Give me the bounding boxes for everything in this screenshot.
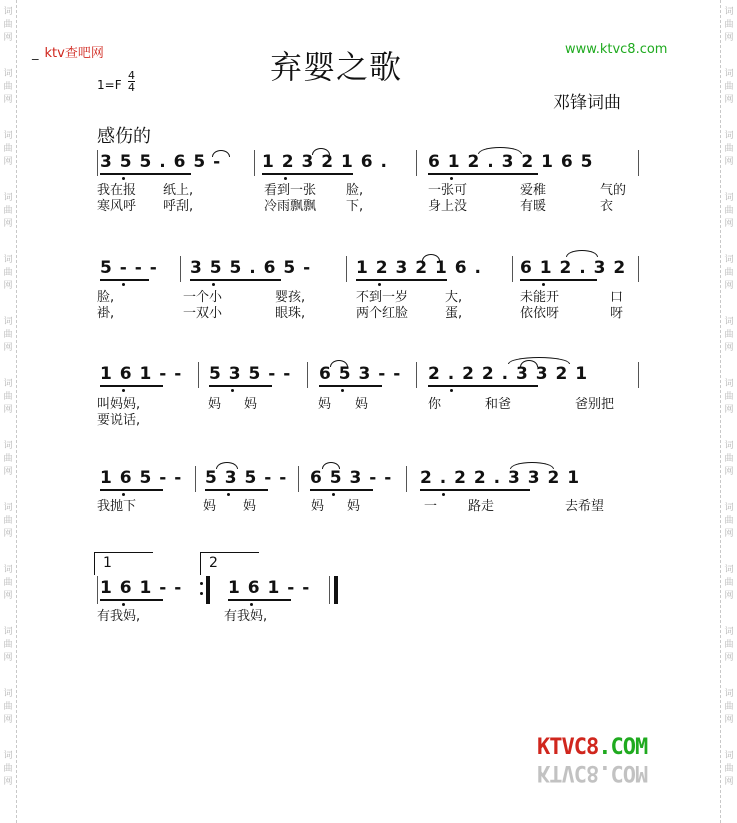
octave-dot: [122, 493, 125, 496]
barline: [638, 256, 639, 282]
side-watermark-char: 网: [3, 343, 13, 353]
lyric-line2: 两个红脸: [356, 306, 409, 321]
octave-dot: [450, 177, 453, 180]
side-watermark-char: 词: [724, 627, 734, 637]
side-watermark-char: 网: [3, 529, 13, 539]
volta-2: [200, 552, 259, 575]
side-watermark-char: 网: [724, 591, 734, 601]
measure-notes: 1 6 1 - -: [100, 364, 183, 384]
octave-dot: [122, 603, 125, 606]
measure-notes: 5 3 5 - -: [205, 468, 288, 488]
side-watermark-char: 词: [3, 503, 13, 513]
side-watermark-char: 曲: [724, 206, 734, 216]
side-watermark-char: 词: [724, 131, 734, 141]
side-watermark-char: 词: [724, 441, 734, 451]
lyric-line1: 有我妈,: [224, 609, 268, 624]
volta-1-label: 1: [103, 555, 112, 571]
side-watermark-char: 曲: [724, 454, 734, 464]
lyric-line1: 一: [424, 499, 438, 514]
lyric-line1: 大,: [445, 290, 463, 305]
side-watermark-char: 词: [3, 317, 13, 327]
side-watermark-char: 网: [724, 157, 734, 167]
barline: [198, 362, 199, 388]
lyric-line1: 纸上,: [163, 183, 194, 198]
barline: [638, 150, 639, 176]
side-watermark-char: 词: [3, 193, 13, 203]
side-watermark-char: 网: [3, 467, 13, 477]
beam-underline: [209, 385, 272, 387]
octave-dot: [231, 389, 234, 392]
lyric-line1: 我在报: [97, 183, 137, 198]
slur-tie: [508, 357, 570, 364]
side-watermark-char: 网: [3, 157, 13, 167]
side-watermark-char: 词: [724, 565, 734, 575]
side-watermark-char: 曲: [3, 702, 13, 712]
side-watermark-char: 网: [724, 95, 734, 105]
lyric-line1: 未能开: [520, 290, 560, 305]
lyric-line2: 身上没: [428, 199, 468, 214]
side-watermark-char: 曲: [3, 764, 13, 774]
side-watermark-char: 曲: [3, 516, 13, 526]
beam-underline: [100, 599, 163, 601]
side-watermark-char: 网: [3, 777, 13, 787]
measure-notes: 2 . 2 2 . 3 3 2 1: [428, 364, 589, 384]
octave-dot: [250, 603, 253, 606]
octave-dot: [227, 493, 230, 496]
octave-dot: [122, 177, 125, 180]
octave-dot: [332, 493, 335, 496]
octave-dot: [122, 389, 125, 392]
lyric-line2: 有暖: [520, 199, 547, 214]
barline: [97, 150, 98, 176]
side-watermark-char: 词: [724, 317, 734, 327]
slur-tie: [422, 254, 440, 261]
barline: [416, 362, 417, 388]
site-name[interactable]: _ ktv查吧网: [32, 46, 104, 61]
side-watermark-char: 曲: [724, 640, 734, 650]
slur-tie: [566, 250, 598, 257]
lyric-line2: 褂,: [97, 306, 115, 321]
side-watermark-char: 网: [724, 281, 734, 291]
side-watermark-char: 词: [3, 255, 13, 265]
site-url[interactable]: www.ktvc8.com: [565, 42, 668, 57]
side-watermark-char: 词: [724, 193, 734, 203]
beam-underline: [356, 279, 447, 281]
octave-dot: [378, 283, 381, 286]
lyric-line1: 看到一张: [264, 183, 317, 198]
side-watermark-char: 曲: [3, 268, 13, 278]
side-watermark-char: 网: [724, 343, 734, 353]
key-signature: 1=F: [97, 78, 122, 92]
right-watermark-column: [720, 0, 737, 823]
side-watermark-char: 网: [724, 33, 734, 43]
side-watermark-char: 词: [724, 69, 734, 79]
lyric-line2: 蛋,: [445, 306, 463, 321]
side-watermark-char: 曲: [724, 702, 734, 712]
beam-underline: [262, 173, 353, 175]
side-watermark-char: 曲: [724, 516, 734, 526]
side-watermark-char: 词: [3, 441, 13, 451]
side-watermark-char: 曲: [3, 20, 13, 30]
lyric-line2: 一双小: [183, 306, 223, 321]
beam-underline: [428, 385, 538, 387]
barline: [638, 362, 639, 388]
lyric-line1: 一个小: [183, 290, 223, 305]
lyric-line2: 衣: [600, 199, 614, 214]
side-watermark-char: 词: [3, 379, 13, 389]
octave-dot: [122, 283, 125, 286]
side-watermark-char: 网: [3, 95, 13, 105]
lyric-line1: 和爸: [485, 397, 512, 412]
side-watermark-char: 网: [3, 281, 13, 291]
volta-1: [94, 552, 153, 575]
beam-underline: [190, 279, 281, 281]
repeat-dot: [200, 592, 203, 595]
measure-notes: 6 5 3 - -: [310, 468, 393, 488]
octave-dot: [442, 493, 445, 496]
beam-underline: [228, 599, 291, 601]
lyric-line1: 叫妈妈,: [97, 397, 141, 412]
lyric-line2: 要说话,: [97, 413, 141, 428]
lyric-line2: 寒风呼: [97, 199, 137, 214]
side-watermark-char: 网: [3, 653, 13, 663]
side-watermark-char: 网: [3, 715, 13, 725]
side-watermark-char: 网: [724, 467, 734, 477]
side-watermark-char: 曲: [724, 578, 734, 588]
beam-underline: [100, 489, 163, 491]
barline: [329, 576, 330, 604]
beam-underline: [100, 385, 163, 387]
slur-tie: [510, 462, 554, 469]
beam-underline: [420, 489, 530, 491]
side-watermark-char: 曲: [3, 578, 13, 588]
side-watermark-char: 词: [3, 565, 13, 575]
slur-tie: [212, 150, 230, 157]
barline: [97, 576, 98, 604]
side-watermark-char: 词: [3, 627, 13, 637]
side-watermark-char: 曲: [724, 144, 734, 154]
measure-notes: 1 2 3 2 1 6 .: [356, 258, 482, 278]
side-watermark-char: 词: [724, 503, 734, 513]
beam-underline: [428, 173, 538, 175]
octave-dot: [212, 283, 215, 286]
side-watermark-char: 曲: [724, 330, 734, 340]
side-watermark-char: 曲: [724, 268, 734, 278]
slur-tie: [330, 360, 348, 367]
measure-notes: 1 6 5 - -: [100, 468, 183, 488]
barline: [416, 150, 417, 176]
measure-notes: 1 2 3 2 1 6 .: [262, 152, 388, 172]
lyric-line1: 妈: [355, 397, 369, 412]
time-signature: 4 4: [128, 69, 135, 94]
side-watermark-char: 网: [3, 33, 13, 43]
lyric-line1: 妈: [347, 499, 361, 514]
slur-tie: [478, 147, 522, 154]
expression-mark: 感伤的: [97, 126, 151, 147]
measure-notes: 6 1 2 . 3 2 1 6 5: [428, 152, 594, 172]
side-watermark-char: 词: [3, 7, 13, 17]
lyric-line1: 有我妈,: [97, 609, 141, 624]
lyric-line1: 脸,: [346, 183, 364, 198]
side-watermark-char: 曲: [3, 206, 13, 216]
lyric-line1: 妈: [244, 397, 258, 412]
lyric-line2: 依依呀: [520, 306, 560, 321]
lyric-line1: 气的: [600, 183, 627, 198]
lyric-line1: 一张可: [428, 183, 468, 198]
side-watermark-char: 曲: [724, 20, 734, 30]
side-watermark-char: 网: [3, 405, 13, 415]
side-watermark-char: 曲: [3, 640, 13, 650]
octave-dot: [284, 177, 287, 180]
lyric-line2: 呀: [610, 306, 624, 321]
measure-notes: 6 5 3 - -: [319, 364, 402, 384]
side-watermark-char: 曲: [724, 764, 734, 774]
ktvc8-logo: KTVC8.COM: [537, 735, 648, 760]
side-watermark-char: 曲: [3, 454, 13, 464]
lyric-line1: 妈: [203, 499, 217, 514]
barline: [180, 256, 181, 282]
lyric-line1: 我抛下: [97, 499, 137, 514]
beam-underline: [520, 279, 597, 281]
side-watermark-char: 网: [724, 653, 734, 663]
side-watermark-char: 词: [3, 131, 13, 141]
measure-notes: 6 1 2 . 3 2: [520, 258, 627, 278]
side-watermark-char: 曲: [3, 330, 13, 340]
slur-tie: [322, 462, 340, 469]
beam-underline: [100, 279, 149, 281]
lyric-line2: 下,: [346, 199, 364, 214]
octave-dot: [542, 283, 545, 286]
measure-notes: 3 5 5 . 6 5 -: [190, 258, 312, 278]
lyric-line1: 脸,: [97, 290, 115, 305]
barline: [254, 150, 255, 176]
octave-dot: [450, 389, 453, 392]
side-watermark-char: 曲: [724, 82, 734, 92]
lyric-line1: 不到一岁: [356, 290, 409, 305]
slur-tie: [216, 462, 238, 469]
side-watermark-char: 网: [3, 591, 13, 601]
lyric-line1: 妈: [318, 397, 332, 412]
barline: [195, 466, 196, 492]
side-watermark-char: 网: [724, 405, 734, 415]
lyric-line1: 你: [428, 397, 442, 412]
beam-underline: [205, 489, 268, 491]
side-watermark-char: 词: [724, 379, 734, 389]
side-watermark-char: 曲: [724, 392, 734, 402]
barline: [346, 256, 347, 282]
side-watermark-char: 网: [724, 777, 734, 787]
beam-underline: [100, 173, 191, 175]
volta-2-label: 2: [209, 555, 218, 571]
measure-notes: 5 - - -: [100, 258, 158, 278]
lyric-line1: 爱稚: [520, 183, 547, 198]
measure-notes: 1 6 1 - -: [100, 578, 183, 598]
side-watermark-char: 曲: [3, 144, 13, 154]
side-watermark-char: 曲: [3, 82, 13, 92]
measure-notes: 5 3 5 - -: [209, 364, 292, 384]
beam-underline: [310, 489, 373, 491]
barline: [406, 466, 407, 492]
ktvc8-logo-reflection: KTVC8.COM: [537, 760, 648, 785]
barline: [512, 256, 513, 282]
lyric-line1: 婴孩,: [275, 290, 306, 305]
composer-credit: 邓锋词曲: [553, 93, 621, 113]
lyric-line1: 去希望: [565, 499, 605, 514]
lyric-line2: 眼珠,: [275, 306, 306, 321]
octave-dot: [341, 389, 344, 392]
side-watermark-char: 网: [724, 219, 734, 229]
lyric-line1: 路走: [468, 499, 495, 514]
barline: [307, 362, 308, 388]
final-barline: [334, 576, 338, 604]
slur-tie: [312, 148, 330, 155]
side-watermark-char: 词: [724, 689, 734, 699]
lyric-line2: 冷雨飘飘: [264, 199, 317, 214]
lyric-line1: 口: [610, 290, 624, 305]
lyric-line1: 妈: [208, 397, 222, 412]
repeat-dot: [200, 582, 203, 585]
side-watermark-char: 网: [3, 219, 13, 229]
side-watermark-char: 词: [3, 69, 13, 79]
side-watermark-char: 曲: [3, 392, 13, 402]
repeat-barline: [206, 576, 210, 604]
measure-notes: 3 5 5 . 6 5 -: [100, 152, 222, 172]
side-watermark-char: 网: [724, 715, 734, 725]
lyric-line1: 妈: [311, 499, 325, 514]
lyric-line1: 妈: [243, 499, 257, 514]
left-watermark-column: [0, 0, 17, 823]
side-watermark-char: 词: [724, 7, 734, 17]
side-watermark-char: 词: [724, 751, 734, 761]
beam-underline: [319, 385, 382, 387]
song-title: 弃婴之歌: [270, 48, 403, 86]
side-watermark-char: 词: [3, 751, 13, 761]
side-watermark-char: 词: [3, 689, 13, 699]
measure-notes: 2 . 2 2 . 3 3 2 1: [420, 468, 581, 488]
lyric-line2: 呼刮,: [163, 199, 194, 214]
lyric-line1: 爸别把: [575, 397, 615, 412]
measure-notes: 1 6 1 - -: [228, 578, 311, 598]
barline: [298, 466, 299, 492]
side-watermark-char: 词: [724, 255, 734, 265]
side-watermark-char: 网: [724, 529, 734, 539]
